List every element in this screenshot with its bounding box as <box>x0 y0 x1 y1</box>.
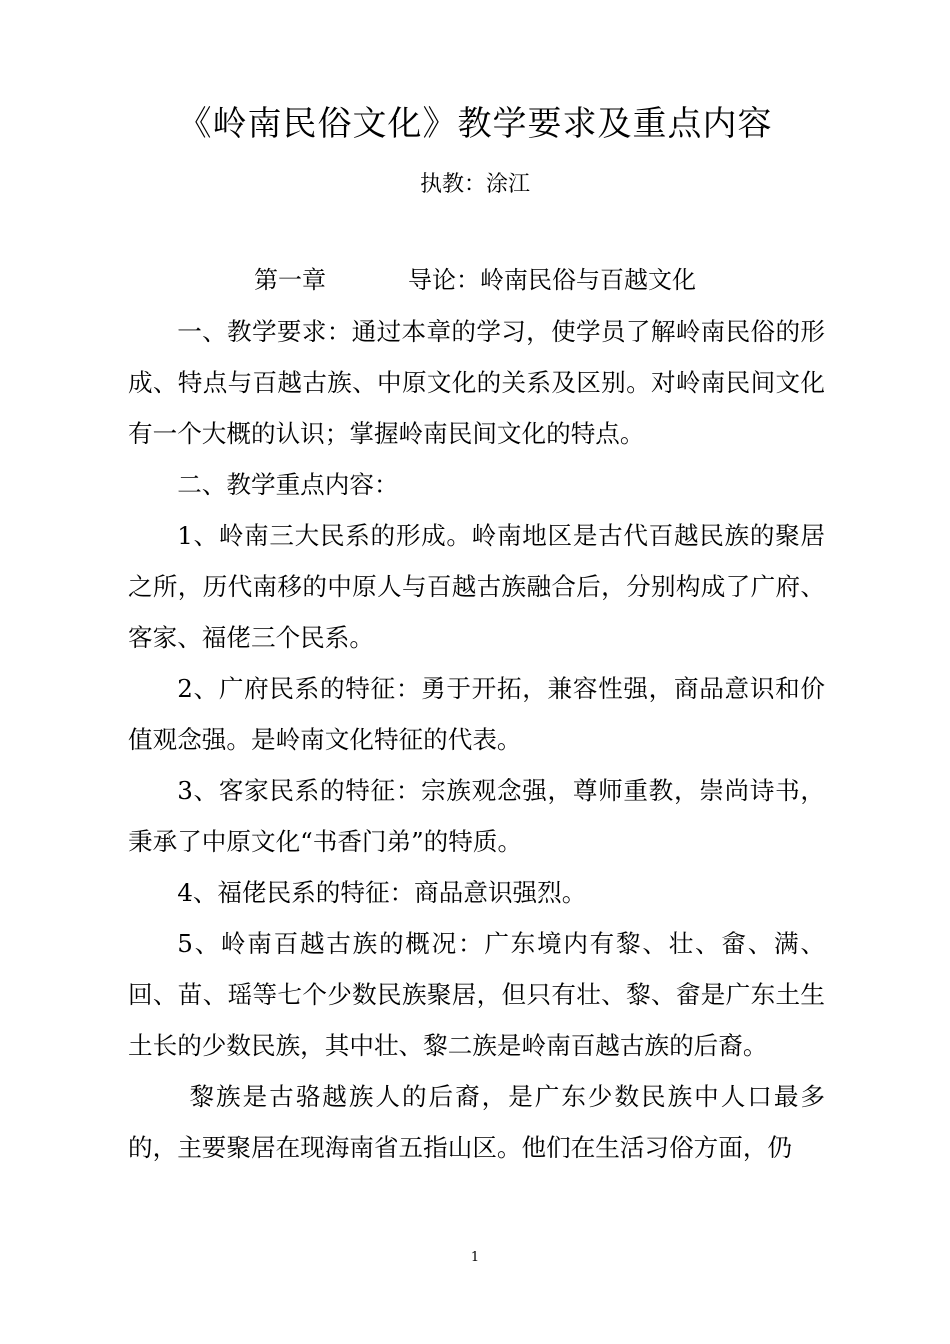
paragraph-item-1: 1、岭南三大民系的形成。岭南地区是古代百越民族的聚居之所，历代南移的中原人与百越古族融合后，分别构成了广府、客家、福佬三个民系。 <box>128 521 825 652</box>
page-number: 1 <box>470 1250 480 1265</box>
paragraph-item-2: 2、广府民系的特征：勇于开拓，兼容性强，商品意识和价值观念强。是岭南文化特征的代表。 <box>128 674 825 754</box>
paragraph-li-people: 黎族是古骆越族人的后裔，是广东少数民族中人口最多的，主要聚居在现海南省五指山区。他们在生活习俗方面，仍 <box>128 1082 825 1162</box>
paragraph-item-4: 4、福佬民系的特征：商品意识强烈。 <box>177 878 587 907</box>
document-title: 《岭南民俗文化》教学要求及重点内容 <box>177 104 773 144</box>
paragraph-item-5: 5、岭南百越古族的概况：广东境内有黎、壮、畲、满、回、苗、瑶等七个少数民族聚居，但只有壮、黎、畲是广东土生土长的少数民族，其中壮、黎二族是岭南百越古族的后裔。 <box>128 929 825 1060</box>
document-body <box>128 306 825 1173</box>
paragraph-teaching-requirements: 一、教学要求：通过本章的学习，使学员了解岭南民俗的形成、特点与百越古族、中原文化的关系及区别。对岭南民间文化有一个大概的认识；掌握岭南民间文化的特点。 <box>128 317 825 448</box>
chapter-heading <box>0 262 950 298</box>
chapter-number: 第一章 <box>254 266 326 294</box>
chapter-name: 导论：岭南民俗与百越文化 <box>408 266 696 294</box>
paragraph-key-content-heading: 二、教学重点内容： <box>177 470 399 499</box>
author-line: 执教：涂江 <box>419 172 530 197</box>
paragraph-item-3: 3、客家民系的特征：宗族观念强，尊师重教，崇尚诗书，秉承了中原文化“书香门弟”的特质。 <box>128 776 825 856</box>
